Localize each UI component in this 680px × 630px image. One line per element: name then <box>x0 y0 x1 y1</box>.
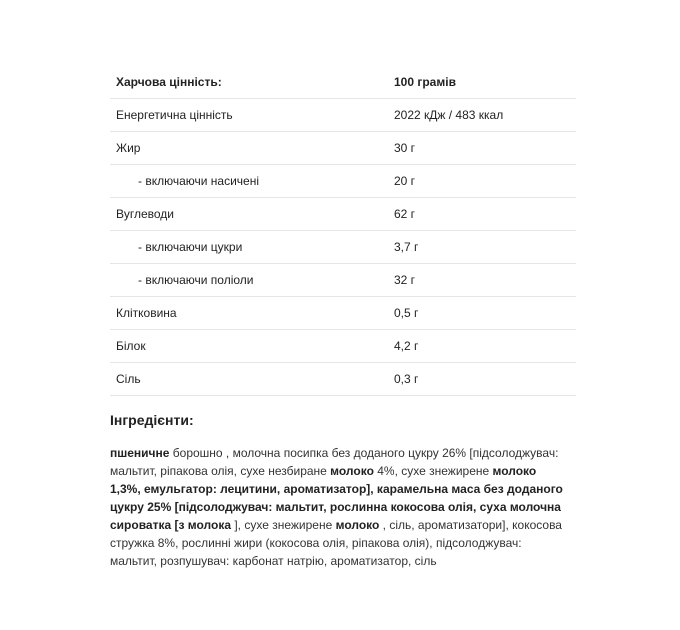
nutrient-name: - включаючи поліоли <box>110 264 388 297</box>
nutrient-name: - включаючи цукри <box>110 231 388 264</box>
nutrition-row <box>110 165 576 198</box>
ingredient-text: ], сухе знежирене <box>231 518 336 532</box>
ingredient-text: 4%, сухе знежирене <box>373 464 493 478</box>
nutrient-name: Жир <box>110 132 388 165</box>
nutrient-value: 62 г <box>388 198 576 231</box>
nutrition-row <box>110 198 576 231</box>
nutrient-value: 30 г <box>388 132 576 165</box>
ingredients-title: Інгредієнти: <box>110 412 194 428</box>
nutrient-name: Клітковина <box>110 297 388 330</box>
nutrition-row <box>110 231 576 264</box>
nutrient-name: Сіль <box>110 363 388 396</box>
nutrition-header-value: 100 грамів <box>388 66 576 99</box>
nutrient-value: 20 г <box>388 165 576 198</box>
nutrition-row <box>110 99 576 132</box>
nutrition-header-row <box>110 66 576 99</box>
ingredient-text: , сіль, ароматизатори], кокосова стружка 8%, рослинні жири (кокосова олія, ріпакова олія), підсолоджувач: мальтит, розпушувач: карбонат натрію, ароматизатор, сіль <box>110 518 562 568</box>
nutrient-value: 4,2 г <box>388 330 576 363</box>
nutrient-value: 3,7 г <box>388 231 576 264</box>
nutrition-row <box>110 132 576 165</box>
nutrition-row <box>110 330 576 363</box>
nutrition-header-label: Харчова цінність: <box>110 66 388 99</box>
nutrient-name: - включаючи насичені <box>110 165 388 198</box>
ingredients-text <box>110 444 566 570</box>
nutrient-name: Енергетична цінність <box>110 99 388 132</box>
ingredient-bold-text: молоко 1,3%, емульгатор: лецитини, ароматизатор], карамельна маса без доданого цукру 25% [підсолоджувач: мальтит, рослинна кокосова олія, суха молочна сироватка [з молока <box>110 464 563 532</box>
nutrition-row <box>110 363 576 396</box>
ingredients-section <box>110 412 566 570</box>
nutrient-value: 2022 кДж / 483 ккал <box>388 99 576 132</box>
ingredient-bold-text: молоко <box>335 518 380 532</box>
ingredient-bold-text: пшеничне <box>110 446 170 460</box>
nutrition-table <box>110 66 576 396</box>
ingredient-text: борошно , молочна посипка без доданого цукру 26% [підсолоджувач: мальтит, ріпакова олія, сухе незбиране <box>110 446 559 478</box>
nutrient-value: 32 г <box>388 264 576 297</box>
nutrient-name: Білок <box>110 330 388 363</box>
nutrient-value: 0,5 г <box>388 297 576 330</box>
nutrition-row <box>110 297 576 330</box>
nutrient-name: Вуглеводи <box>110 198 388 231</box>
ingredient-bold-text: молоко <box>330 464 374 478</box>
nutrient-value: 0,3 г <box>388 363 576 396</box>
nutrition-row <box>110 264 576 297</box>
